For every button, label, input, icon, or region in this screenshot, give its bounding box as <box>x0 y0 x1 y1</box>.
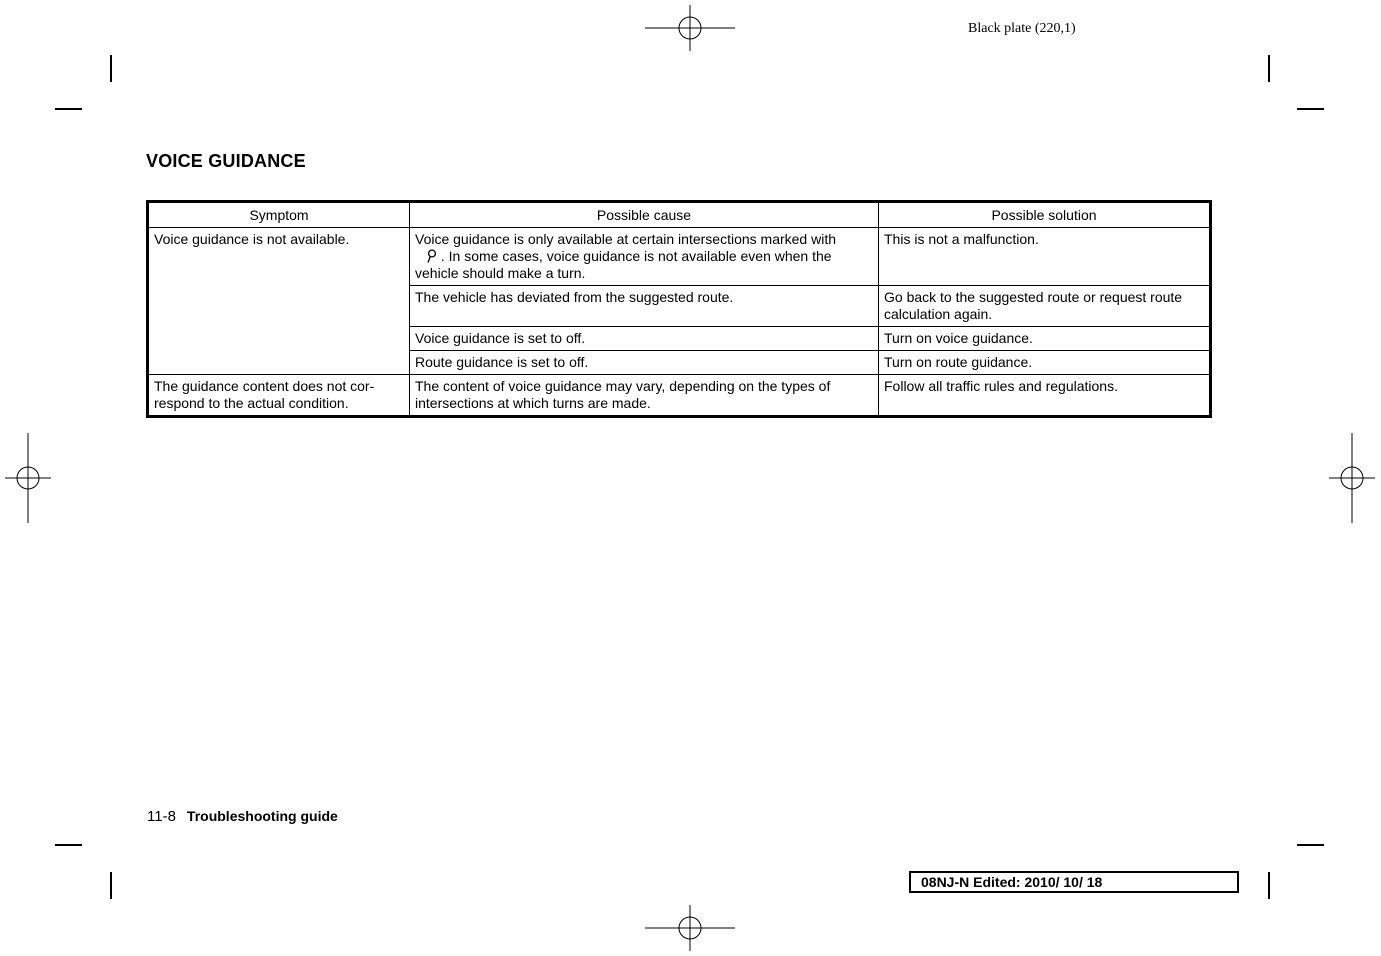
troubleshooting-table <box>146 200 1212 418</box>
table-row <box>148 228 1211 286</box>
symptom-cell: Voice guidance is not available. <box>148 228 410 375</box>
cause-text: Voice guidance is only available at certain intersections marked with <box>415 231 837 247</box>
registration-mark-top <box>645 5 735 51</box>
solution-cell: Turn on voice guidance. <box>879 327 1211 351</box>
section-heading: VOICE GUIDANCE <box>146 151 306 171</box>
registration-mark-left <box>5 433 51 523</box>
crop-mark <box>110 872 112 899</box>
crop-mark <box>55 108 82 110</box>
cause-cell <box>410 228 879 286</box>
header-solution: Possible solution <box>879 202 1211 228</box>
crop-mark <box>1268 872 1270 899</box>
crop-mark <box>55 844 82 846</box>
cause-text: . In some cases, voice guidance is not available even when the vehicle should make a turn. <box>415 248 832 281</box>
map-pin-icon <box>425 249 437 263</box>
edited-stamp: 08NJ-N Edited: 2010/ 10/ 18 <box>909 871 1239 893</box>
solution-cell: This is not a malfunction. <box>879 228 1211 286</box>
page-footer <box>147 808 338 825</box>
page-number: 11-8 <box>147 808 176 825</box>
registration-mark-right <box>1329 433 1375 523</box>
header-symptom: Symptom <box>148 202 410 228</box>
crop-mark <box>110 55 112 82</box>
crop-mark <box>1297 844 1324 846</box>
footer-section-title: Troubleshooting guide <box>186 808 338 824</box>
table-header-row <box>148 202 1211 228</box>
plate-label: Black plate (220,1) <box>968 21 1076 36</box>
solution-cell: Turn on route guidance. <box>879 351 1211 375</box>
cause-cell: Route guidance is set to off. <box>410 351 879 375</box>
crop-mark <box>1297 108 1324 110</box>
symptom-cell: The guidance content does not cor-respond to the actual condition. <box>148 375 410 417</box>
solution-cell: Go back to the suggested route or request route calculation again. <box>879 286 1211 327</box>
solution-cell: Follow all traffic rules and regulations. <box>879 375 1211 417</box>
cause-cell: The content of voice guidance may vary, depending on the types of intersections at which turns are made. <box>410 375 879 417</box>
header-cause: Possible cause <box>410 202 879 228</box>
cause-cell: Voice guidance is set to off. <box>410 327 879 351</box>
crop-mark <box>1268 55 1270 82</box>
registration-mark-bottom <box>645 905 735 951</box>
table-row <box>148 375 1211 417</box>
cause-cell: The vehicle has deviated from the suggested route. <box>410 286 879 327</box>
